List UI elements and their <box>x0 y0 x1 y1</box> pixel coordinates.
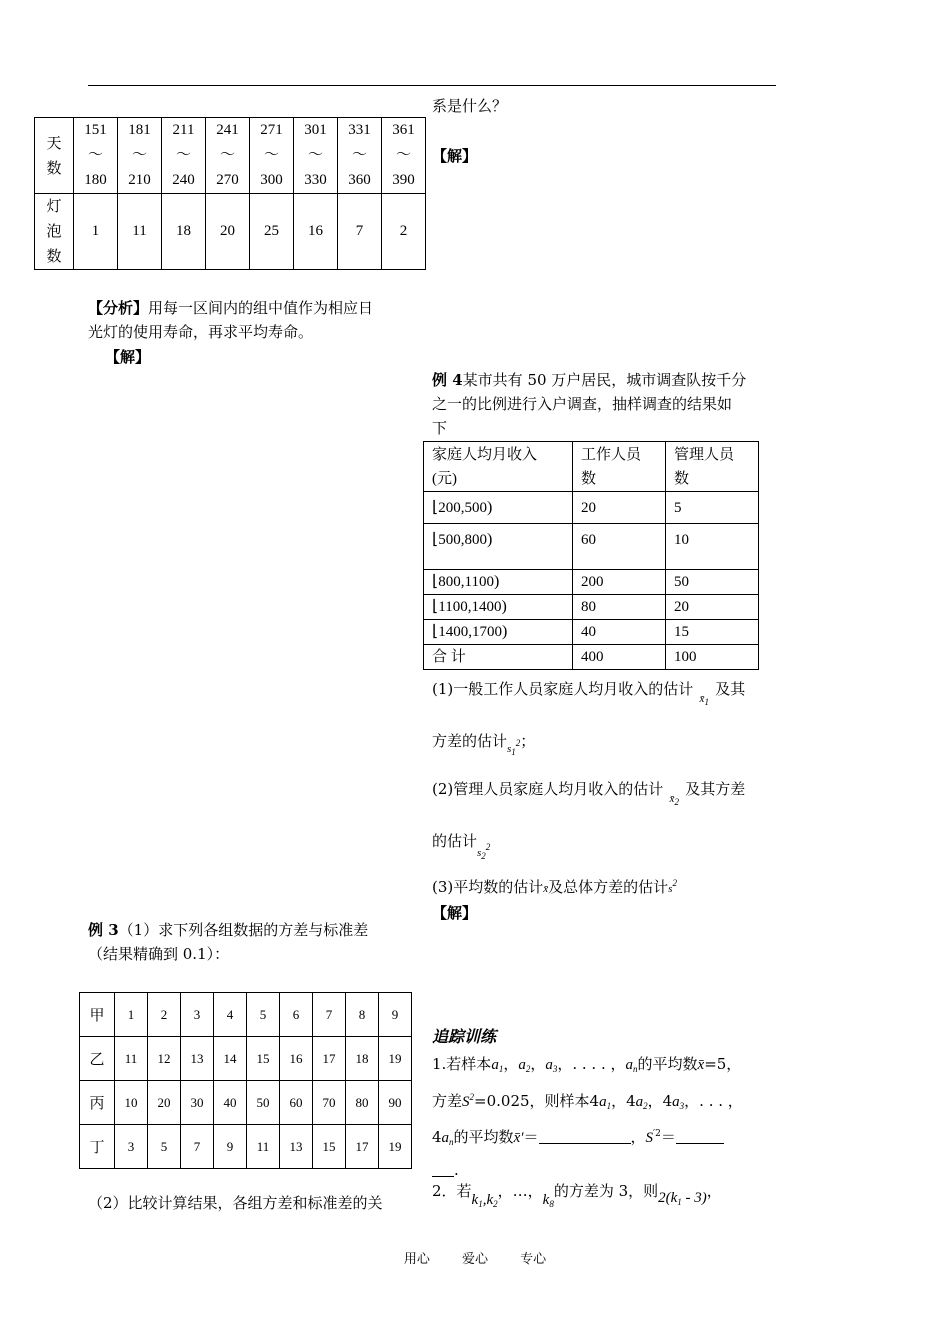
workers-cell: 200 <box>573 570 666 595</box>
footer-text: 用心 <box>403 1252 430 1267</box>
table-row <box>35 118 426 194</box>
value-cell: 3 <box>115 1125 148 1169</box>
count-cell: 7 <box>338 194 382 270</box>
range-cell: 241 ～ 270 <box>206 118 250 194</box>
solution-label-1: 【解】 <box>432 147 478 165</box>
value-cell: 15 <box>247 1037 280 1081</box>
value-cell: 30 <box>181 1081 214 1125</box>
value-cell: 7 <box>313 993 346 1037</box>
value-cell: 7 <box>181 1125 214 1169</box>
table-row <box>424 524 759 570</box>
income-range: ⌊800,1100) <box>424 570 573 595</box>
lifetime-table <box>34 117 426 270</box>
example3-part2: （2）比较计算结果，各组方差和标准差的关 <box>88 1194 383 1212</box>
managers-cell: 15 <box>666 620 759 645</box>
value-cell: 17 <box>346 1125 379 1169</box>
count-cell: 25 <box>250 194 294 270</box>
header-workers: 工作人员 数 <box>573 442 666 492</box>
value-cell: 8 <box>346 993 379 1037</box>
value-cell: 13 <box>280 1125 313 1169</box>
table-row <box>35 194 426 270</box>
range-cell: 181 ～ 210 <box>118 118 162 194</box>
managers-cell: 100 <box>666 645 759 670</box>
workers-cell: 40 <box>573 620 666 645</box>
header-rule <box>88 85 776 86</box>
income-range: ⌊500,800) <box>424 524 573 570</box>
workers-cell: 20 <box>573 492 666 524</box>
workers-cell: 400 <box>573 645 666 670</box>
value-cell: 6 <box>280 993 313 1037</box>
analysis-paragraph: 【分析】用每一区间内的组中值作为相应日 光灯的使用寿命，再求平均寿命。 <box>88 299 374 341</box>
range-cell: 151 ～ 180 <box>74 118 118 194</box>
table-header-days: 天 数 <box>35 118 74 194</box>
workers-cell: 80 <box>573 595 666 620</box>
question-2: (2)管理人员家庭人均月收入的估计$x̄_2$及其方差 <box>432 780 746 807</box>
tracking-problem-1: 1.若样本$a_1$，$a_2$，$a_3$，. . . . ，$a_n$的平均数x̄=5， 方差$S^2=0.025$，则样本$4a_1$，$4a_2$，$4a_3$，. . . ， $4a_n$的平均数x̄′＝ ，$S^{'2}=$ . <box>432 1055 743 1179</box>
table-row <box>80 1125 412 1169</box>
count-cell: 11 <box>118 194 162 270</box>
range-cell: 271 ～ 300 <box>250 118 294 194</box>
income-range: ⌊200,500) <box>424 492 573 524</box>
value-cell: 14 <box>214 1037 247 1081</box>
managers-cell: 50 <box>666 570 759 595</box>
table-row <box>424 442 759 492</box>
value-cell: 9 <box>214 1125 247 1169</box>
value-cell: 80 <box>346 1081 379 1125</box>
count-cell: 16 <box>294 194 338 270</box>
count-cell: 1 <box>74 194 118 270</box>
workers-cell: 60 <box>573 524 666 570</box>
header-income: 家庭人均月收入 (元) <box>424 442 573 492</box>
value-cell: 50 <box>247 1081 280 1125</box>
continuation-text: 系是什么？ <box>432 97 508 115</box>
solution-label-2: 【解】 <box>105 348 151 366</box>
table-row <box>80 993 412 1037</box>
value-cell: 13 <box>181 1037 214 1081</box>
value-cell: 90 <box>379 1081 412 1125</box>
question-2b: 的估计$_{s_2^2}$ <box>432 832 491 861</box>
table-row <box>424 492 759 524</box>
value-cell: 4 <box>214 993 247 1037</box>
value-cell: 20 <box>148 1081 181 1125</box>
value-cell: 10 <box>115 1081 148 1125</box>
analysis-label: 【分析】 <box>88 299 149 317</box>
value-cell: 40 <box>214 1081 247 1125</box>
income-range: ⌊1100,1400) <box>424 595 573 620</box>
group-table <box>79 992 412 1169</box>
value-cell: 3 <box>181 993 214 1037</box>
value-cell: 9 <box>379 993 412 1037</box>
managers-cell: 5 <box>666 492 759 524</box>
value-cell: 19 <box>379 1125 412 1169</box>
group-name: 乙 <box>80 1037 115 1081</box>
example3-paragraph: 例 3（1）求下列各组数据的方差与标准差 （结果精确到 0.1）： <box>88 921 369 963</box>
value-cell: 5 <box>148 1125 181 1169</box>
group-name: 甲 <box>80 993 115 1037</box>
value-cell: 1 <box>115 993 148 1037</box>
count-cell: 20 <box>206 194 250 270</box>
footer-text: 专心 <box>520 1252 547 1267</box>
header-managers: 管理人员 数 <box>666 442 759 492</box>
range-cell: 211 ～ 240 <box>162 118 206 194</box>
table-row <box>424 595 759 620</box>
value-cell: 11 <box>115 1037 148 1081</box>
value-cell: 70 <box>313 1081 346 1125</box>
question-1: (1)一般工作人员家庭人均月收入的估计$x̄_1$及其 <box>432 680 746 707</box>
range-cell: 301 ～ 330 <box>294 118 338 194</box>
value-cell: 17 <box>313 1037 346 1081</box>
tracking-problem-2: 2．若$k_1,k_2$，…，$k_8$的方差为 3，则$2(k_1 - 3)$， <box>432 1182 722 1209</box>
table-row <box>424 620 759 645</box>
value-cell: 5 <box>247 993 280 1037</box>
range-cell: 361 ～ 390 <box>382 118 426 194</box>
value-cell: 12 <box>148 1037 181 1081</box>
group-name: 丁 <box>80 1125 115 1169</box>
table-header-bulbs: 灯 泡 数 <box>35 194 74 270</box>
table-row <box>424 570 759 595</box>
tracking-title: 追踪训练 <box>432 1027 497 1046</box>
footer-text: 爱心 <box>461 1252 488 1267</box>
total-label: 合 计 <box>424 645 573 670</box>
question-1b: 方差的估计$_{s_1^2}$； <box>432 732 536 757</box>
table-row <box>424 645 759 670</box>
managers-cell: 20 <box>666 595 759 620</box>
value-cell: 15 <box>313 1125 346 1169</box>
page-footer <box>0 1248 950 1267</box>
count-cell: 2 <box>382 194 426 270</box>
value-cell: 11 <box>247 1125 280 1169</box>
value-cell: 18 <box>346 1037 379 1081</box>
value-cell: 2 <box>148 993 181 1037</box>
group-name: 丙 <box>80 1081 115 1125</box>
value-cell: 19 <box>379 1037 412 1081</box>
income-table <box>423 441 759 670</box>
example4-paragraph: 例 4某市共有 50 万户居民，城市调查队按千分 之一的比例进行入户调查，抽样调查的结果如 下 <box>432 371 747 437</box>
table-row <box>80 1081 412 1125</box>
table-row <box>80 1037 412 1081</box>
income-range: ⌊1400,1700) <box>424 620 573 645</box>
solution-label-3: 【解】 <box>432 904 478 922</box>
managers-cell: 10 <box>666 524 759 570</box>
value-cell: 60 <box>280 1081 313 1125</box>
question-3: (3)平均数的估计x̄及总体方差的估计$s^2$ <box>432 878 677 896</box>
value-cell: 16 <box>280 1037 313 1081</box>
range-cell: 331 ～ 360 <box>338 118 382 194</box>
count-cell: 18 <box>162 194 206 270</box>
